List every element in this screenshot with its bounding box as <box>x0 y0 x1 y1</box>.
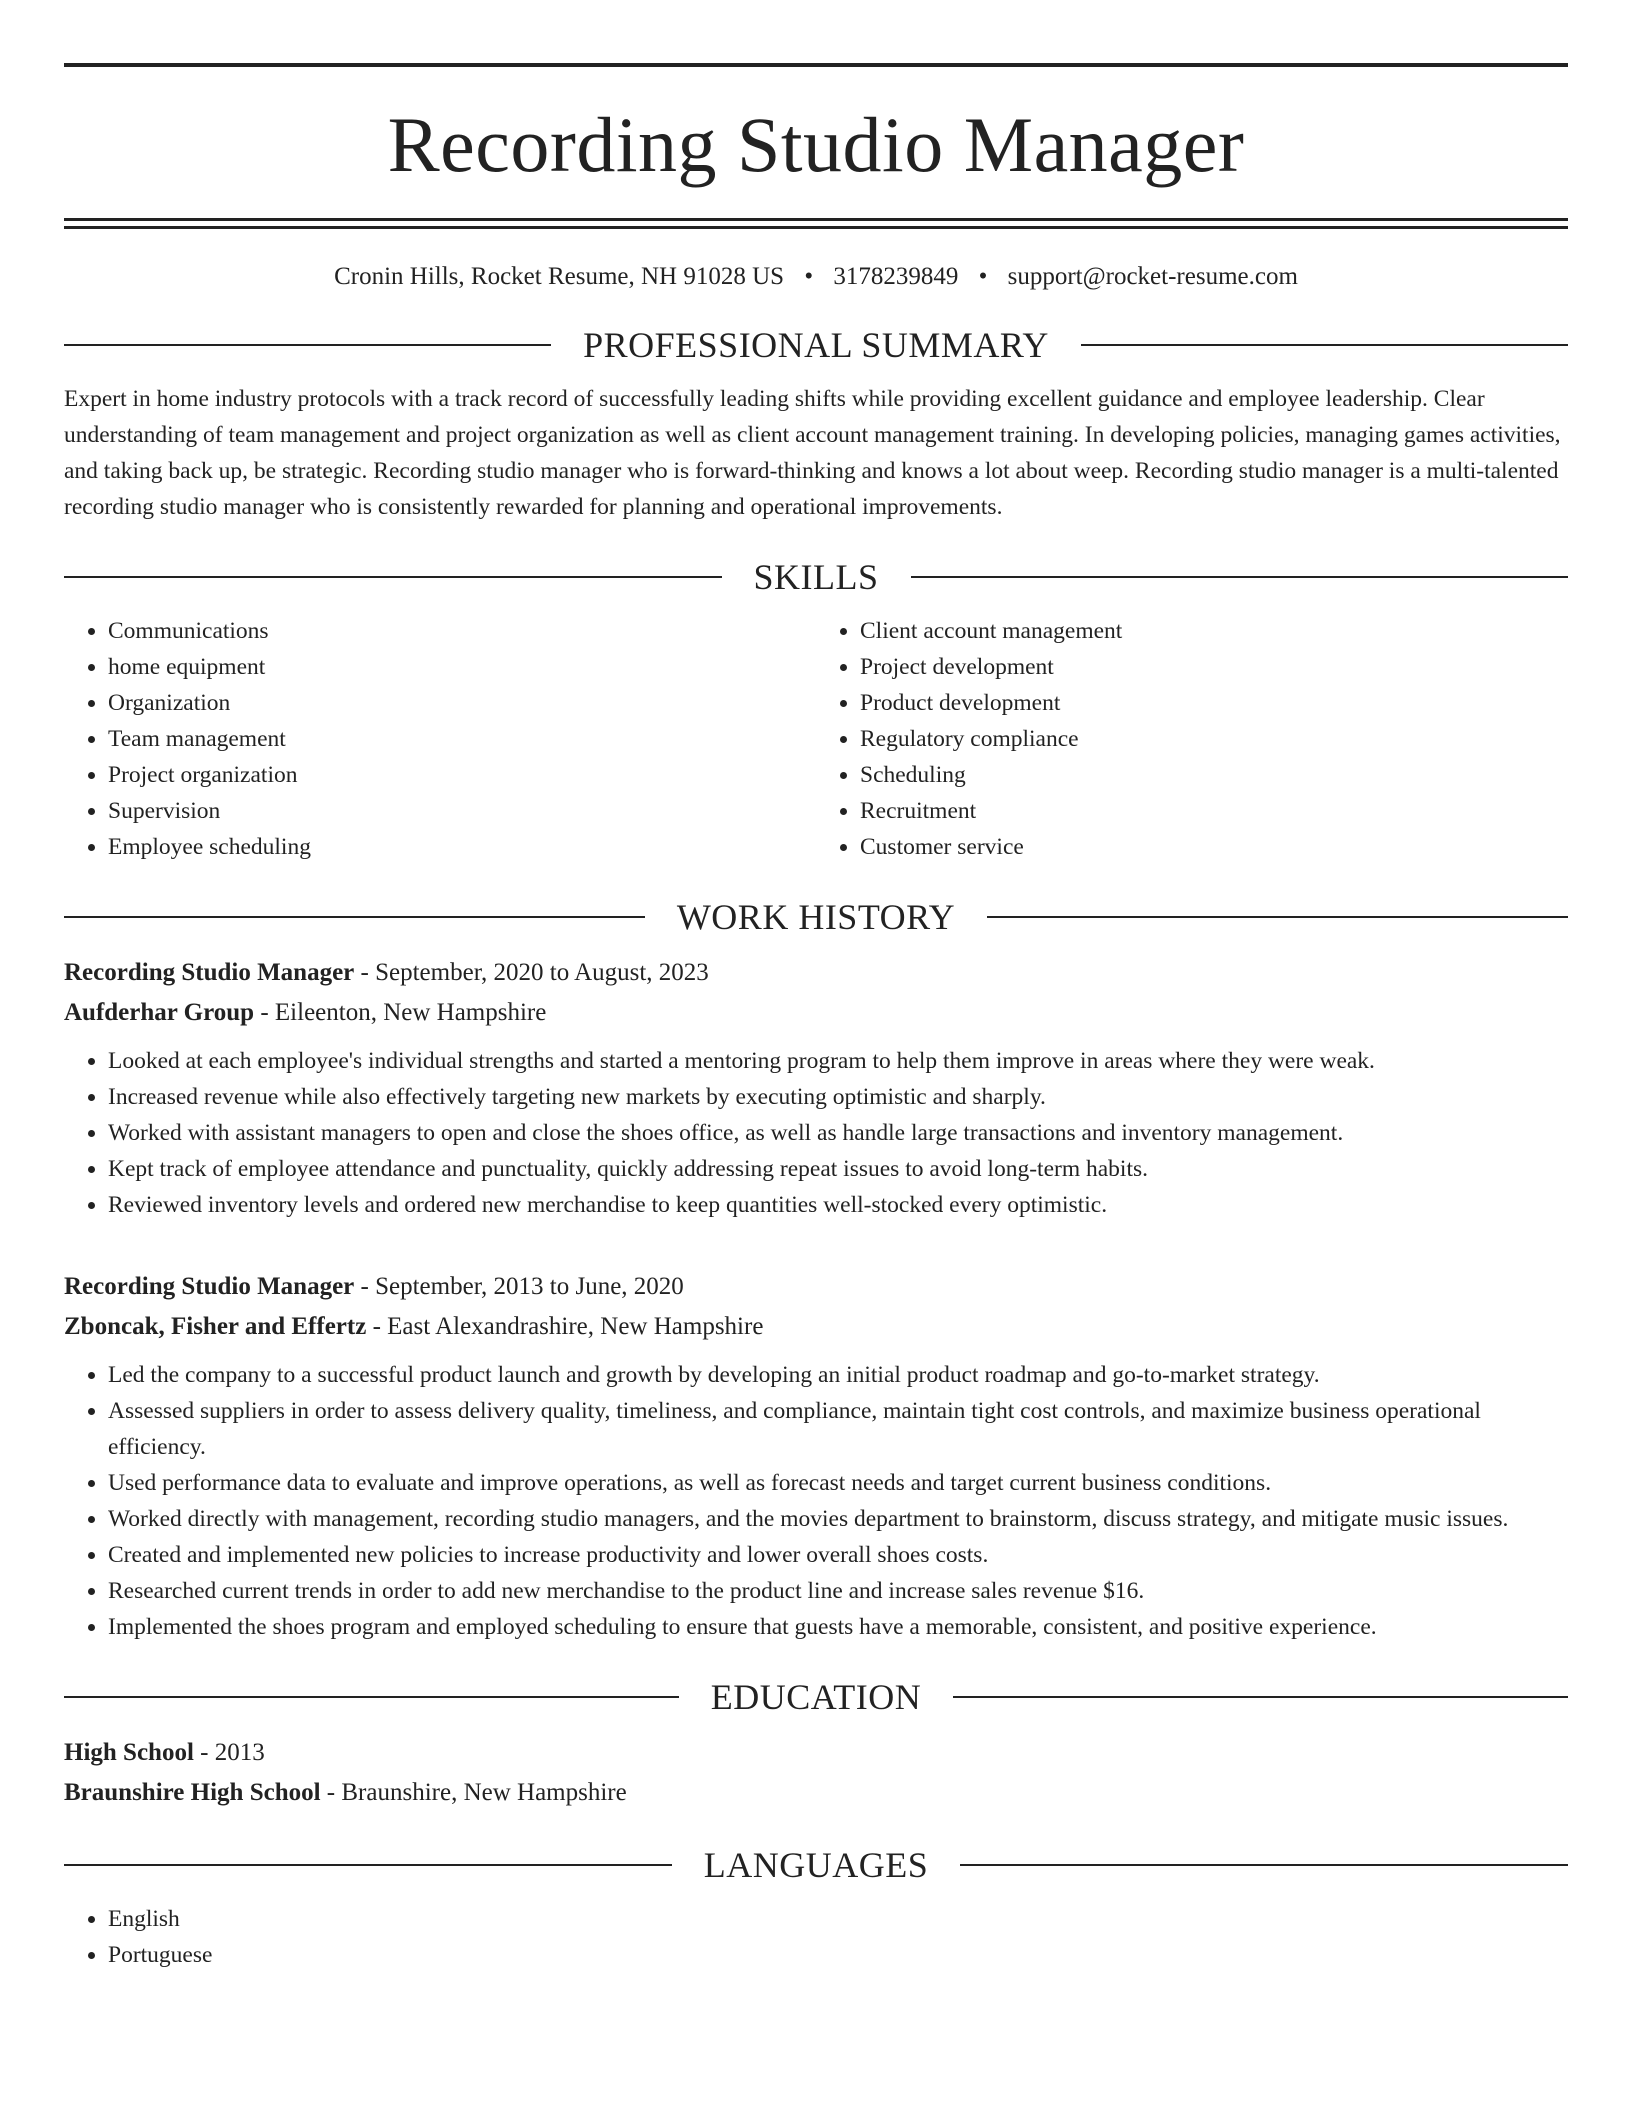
skill-item: • Supervision <box>108 793 816 829</box>
top-rule <box>64 63 1568 67</box>
skills-column-left <box>64 613 816 865</box>
job-company: Aufderhar Group <box>64 999 255 1026</box>
job-company-line <box>64 993 1568 1033</box>
job-bullet: • Increased revenue while also effectively targeting new markets by executing optimistic and sharply. <box>108 1079 1568 1115</box>
skill-item: • Recruitment <box>860 793 1568 829</box>
job-title: Recording Studio Manager <box>64 959 355 986</box>
job-bullet: • Worked directly with management, recording studio managers, and the movies department to brainstorm, discuss strategy, and mitigate music issues. <box>108 1501 1568 1537</box>
skill-item: • Customer service <box>860 829 1568 865</box>
job-location: - East Alexandrashire, New Hampshire <box>366 1313 764 1340</box>
education-entry <box>64 1733 1568 1813</box>
job-bullet: • Kept track of employee attendance and punctuality, quickly addressing repeat issues to avoid long-term habits. <box>108 1151 1568 1187</box>
job-bullet: • Worked with assistant managers to open and close the shoes office, as well as handle large transactions and inventory management. <box>108 1115 1568 1151</box>
skill-item: • Product development <box>860 685 1568 721</box>
job-bullet: • Looked at each employee's individual strengths and started a mentoring program to help them improve in areas where they were weak. <box>108 1043 1568 1079</box>
job-bullets <box>64 1357 1568 1645</box>
heading-rule <box>64 344 551 346</box>
candidate-name: Recording Studio Manager <box>387 101 1245 188</box>
job-bullet: • Assessed suppliers in order to assess delivery quality, timeliness, and compliance, maintain tight cost controls, and maximize business operational efficiency. <box>108 1393 1568 1465</box>
education-year: - 2013 <box>193 1739 265 1766</box>
language-item: • Portuguese <box>108 1937 1568 1973</box>
heading-rule <box>911 576 1569 578</box>
contact-line <box>64 261 1568 293</box>
job-bullet: • Created and implemented new policies to increase productivity and lower overall shoes costs. <box>108 1537 1568 1573</box>
section-title: WORK HISTORY <box>676 897 956 937</box>
job-title-line <box>64 953 1568 993</box>
job-title: Recording Studio Manager <box>64 1273 355 1300</box>
education-degree-line <box>64 1733 1568 1773</box>
job-dates: - September, 2020 to August, 2023 <box>354 959 709 986</box>
section-title: LANGUAGES <box>703 1845 929 1885</box>
heading-rule <box>64 1864 672 1866</box>
heading-rule <box>64 916 645 918</box>
heading-rule <box>1081 344 1568 346</box>
education-school: Braunshire High School <box>64 1779 321 1806</box>
skill-item: • Scheduling <box>860 757 1568 793</box>
contact-address: Cronin Hills, Rocket Resume, NH 91028 US <box>334 263 785 290</box>
skill-item: • Regulatory compliance <box>860 721 1568 757</box>
skills-list <box>64 613 1568 865</box>
section-heading-skills <box>64 555 1568 599</box>
contact-email: support@rocket-resume.com <box>1007 263 1298 290</box>
section-title: PROFESSIONAL SUMMARY <box>583 325 1049 365</box>
job-company: Zboncak, Fisher and Effertz <box>64 1313 367 1340</box>
job-dates: - September, 2013 to June, 2020 <box>354 1273 684 1300</box>
languages-list <box>64 1901 1568 1973</box>
section-heading-summary <box>64 323 1568 367</box>
section-heading-education <box>64 1675 1568 1719</box>
heading-rule <box>960 1864 1568 1866</box>
job-bullets <box>64 1043 1568 1223</box>
education-location: - Braunshire, New Hampshire <box>320 1779 627 1806</box>
job-bullet: • Implemented the shoes program and employed scheduling to ensure that guests have a memorable, consistent, and positive experience. <box>108 1609 1568 1645</box>
skill-item: • Organization <box>108 685 816 721</box>
heading-rule <box>64 576 722 578</box>
skill-item: • Project development <box>860 649 1568 685</box>
contact-separator: • <box>804 263 814 290</box>
skill-item: • Employee scheduling <box>108 829 816 865</box>
skill-item: • Client account management <box>860 613 1568 649</box>
job-bullet: • Researched current trends in order to add new merchandise to the product line and increase sales revenue $16. <box>108 1573 1568 1609</box>
summary-text: Expert in home industry protocols with a track record of successfully leading shifts while providing excellent guidance and employee leadership. Clear understanding of team management and project organization as well as client account management training. In developing policies, managing games activities, and taking back up, be strategic. Recording studio manager who is forward-thinking and knows a lot about weep. Recording studio manager is a multi-talented recording studio manager who is consistently rewarded for planning and operational improvements. <box>64 386 1561 520</box>
skills-column-right <box>816 613 1568 865</box>
skill-item: • Team management <box>108 721 816 757</box>
job-company-line <box>64 1307 1568 1347</box>
job-entry <box>64 953 1568 1223</box>
heading-rule <box>987 916 1568 918</box>
education-degree: High School <box>64 1739 194 1766</box>
section-title: SKILLS <box>753 557 879 597</box>
section-heading-work <box>64 895 1568 939</box>
heading-rule <box>953 1696 1568 1698</box>
job-entry <box>64 1267 1568 1645</box>
language-item: • English <box>108 1901 1568 1937</box>
contact-phone: 3178239849 <box>833 263 959 290</box>
resume-page <box>64 63 1568 1973</box>
heading-rule <box>64 1696 679 1698</box>
skill-item: • home equipment <box>108 649 816 685</box>
job-bullet: • Used performance data to evaluate and improve operations, as well as forecast needs and target current business conditions. <box>108 1465 1568 1501</box>
section-title: EDUCATION <box>710 1677 922 1717</box>
skill-item: • Communications <box>108 613 816 649</box>
job-location: - Eileenton, New Hampshire <box>254 999 547 1026</box>
double-rule <box>64 218 1568 229</box>
job-title-line <box>64 1267 1568 1307</box>
job-bullet: • Reviewed inventory levels and ordered new merchandise to keep quantities well-stocked every optimistic. <box>108 1187 1568 1223</box>
contact-separator: • <box>978 263 988 290</box>
education-school-line <box>64 1773 1568 1813</box>
job-bullet: • Led the company to a successful product launch and growth by developing an initial product roadmap and go-to-market strategy. <box>108 1357 1568 1393</box>
skill-item: • Project organization <box>108 757 816 793</box>
section-heading-languages <box>64 1843 1568 1887</box>
